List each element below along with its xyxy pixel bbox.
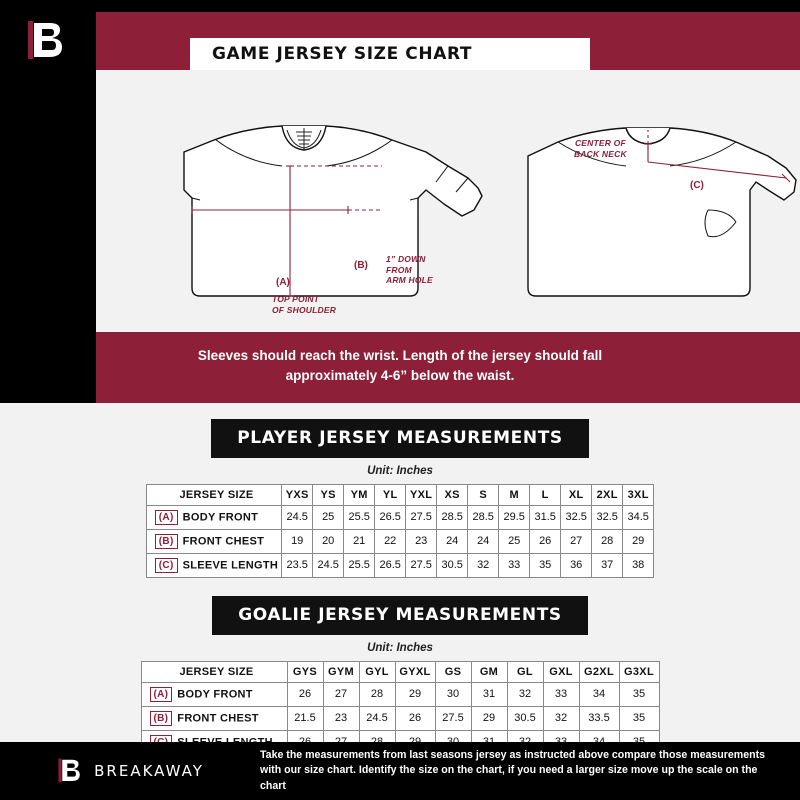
cell: 29.5 bbox=[499, 505, 530, 529]
player-table-wrap bbox=[0, 484, 800, 578]
player-size-col: S bbox=[468, 484, 499, 505]
cell: 30 bbox=[435, 682, 471, 706]
cell: 35 bbox=[530, 553, 561, 577]
cell: 26.5 bbox=[375, 553, 406, 577]
goalie-size-col: GM bbox=[471, 661, 507, 682]
player-unit-label: Unit: Inches bbox=[0, 458, 800, 484]
player-size-header: JERSEY SIZE bbox=[146, 484, 281, 505]
cell: 33 bbox=[543, 682, 579, 706]
jersey-diagram-svg bbox=[96, 70, 800, 332]
cell: 32.5 bbox=[592, 505, 623, 529]
goalie-section-header bbox=[0, 578, 800, 635]
cell: 28.5 bbox=[437, 505, 468, 529]
page-title-text: GAME JERSEY SIZE CHART bbox=[212, 44, 473, 64]
cell: 35 bbox=[619, 706, 659, 730]
cell: 25.5 bbox=[344, 553, 375, 577]
cell: 25 bbox=[313, 505, 344, 529]
cell: 31 bbox=[471, 682, 507, 706]
cell: 36 bbox=[561, 553, 592, 577]
footer-brand-name: BREAKAWAY bbox=[94, 762, 204, 780]
player-measurements-table bbox=[146, 484, 654, 578]
cell: 24 bbox=[468, 529, 499, 553]
table-row bbox=[141, 706, 659, 730]
goalie-size-col: GS bbox=[435, 661, 471, 682]
cell: 34 bbox=[579, 682, 619, 706]
player-size-col: M bbox=[499, 484, 530, 505]
annotation-top-point-shoulder-line2: OF SHOULDER bbox=[272, 304, 337, 315]
goalie-row-label bbox=[141, 682, 287, 706]
banner-line-1: Sleeves should reach the wrist. Length of the jersey should fall bbox=[197, 348, 603, 363]
breakaway-b-logo-icon bbox=[24, 19, 72, 63]
footer-brand bbox=[0, 742, 260, 800]
player-size-col: YL bbox=[375, 484, 406, 505]
row-tag-a: (A) bbox=[150, 687, 173, 702]
cell: 31.5 bbox=[530, 505, 561, 529]
cell: 22 bbox=[375, 529, 406, 553]
cell: 27 bbox=[561, 529, 592, 553]
goalie-size-col: GYM bbox=[323, 661, 359, 682]
cell: 28 bbox=[592, 529, 623, 553]
cell: 29 bbox=[623, 529, 654, 553]
cell: 24.5 bbox=[282, 505, 313, 529]
player-section-title: PLAYER JERSEY MEASUREMENTS bbox=[211, 419, 589, 458]
cell: 29 bbox=[471, 706, 507, 730]
cell: 32 bbox=[543, 706, 579, 730]
goalie-measurements-table bbox=[141, 661, 660, 755]
cell: 30.5 bbox=[507, 706, 543, 730]
annotation-center-back-neck bbox=[574, 138, 627, 159]
cell: 25.5 bbox=[344, 505, 375, 529]
row-tag-a: (A) bbox=[155, 510, 178, 525]
annotation-top-point-shoulder bbox=[272, 294, 336, 315]
goalie-section-title: GOALIE JERSEY MEASUREMENTS bbox=[212, 596, 588, 635]
player-size-col: YXS bbox=[282, 484, 313, 505]
goalie-row-label-text: FRONT CHEST bbox=[177, 711, 259, 724]
footer bbox=[0, 742, 800, 800]
goalie-size-col: G3XL bbox=[619, 661, 659, 682]
player-size-col: L bbox=[530, 484, 561, 505]
footer-instructions: Take the measurements from last seasons jersey as instructed above compare those measurements with our size chart. Identify the size on the chart, if you need a larger size move up the scale on the chart bbox=[260, 748, 765, 792]
banner-left-black-edge bbox=[0, 332, 96, 403]
player-row-label-text: SLEEVE LENGTH bbox=[182, 558, 279, 571]
header-logo bbox=[0, 12, 96, 70]
cell: 23 bbox=[406, 529, 437, 553]
cell: 26 bbox=[530, 529, 561, 553]
goalie-table-header-row bbox=[141, 661, 659, 682]
cell: 25 bbox=[499, 529, 530, 553]
cell: 19 bbox=[282, 529, 313, 553]
svg-text:(A): (A) bbox=[276, 277, 290, 288]
row-tag-c: (C) bbox=[155, 558, 178, 573]
annotation-arm-hole-line3: ARM HOLE bbox=[386, 275, 433, 286]
illustration-left-black-edge bbox=[0, 70, 96, 332]
cell: 24.5 bbox=[313, 553, 344, 577]
table-row bbox=[141, 682, 659, 706]
table-row bbox=[146, 529, 653, 553]
cell: 26 bbox=[395, 706, 435, 730]
cell: 23.5 bbox=[282, 553, 313, 577]
annotation-top-point-shoulder-line1: TOP POINT bbox=[272, 294, 320, 304]
row-tag-b: (B) bbox=[155, 534, 178, 549]
goalie-row-label-text: BODY FRONT bbox=[177, 687, 253, 700]
table-row bbox=[146, 505, 653, 529]
cell: 26.5 bbox=[375, 505, 406, 529]
cell: 24.5 bbox=[359, 706, 395, 730]
header bbox=[0, 12, 800, 70]
cell: 24 bbox=[437, 529, 468, 553]
cell: 33.5 bbox=[579, 706, 619, 730]
goalie-row-label bbox=[141, 706, 287, 730]
goalie-size-col: GYS bbox=[287, 661, 323, 682]
player-row-label-text: FRONT CHEST bbox=[182, 534, 265, 547]
cell: 27.5 bbox=[406, 553, 437, 577]
sheet bbox=[0, 12, 800, 788]
goalie-size-col: GYL bbox=[359, 661, 395, 682]
cell: 27 bbox=[323, 682, 359, 706]
player-row-label-text: BODY FRONT bbox=[182, 510, 259, 523]
instruction-banner bbox=[0, 332, 800, 403]
player-size-col: XL bbox=[561, 484, 592, 505]
player-size-col: YS bbox=[313, 484, 344, 505]
page-title bbox=[190, 38, 590, 70]
jersey-illustration bbox=[0, 70, 800, 332]
svg-text:(B): (B) bbox=[354, 260, 368, 271]
player-size-col: YM bbox=[344, 484, 375, 505]
player-size-col: 3XL bbox=[623, 484, 654, 505]
cell: 32 bbox=[468, 553, 499, 577]
annotation-arm-hole-line2: FROM bbox=[386, 264, 412, 275]
goalie-size-header: JERSEY SIZE bbox=[141, 661, 287, 682]
cell: 20 bbox=[313, 529, 344, 553]
goalie-table-wrap bbox=[0, 661, 800, 755]
cell: 35 bbox=[619, 682, 659, 706]
cell: 29 bbox=[395, 682, 435, 706]
cell: 21.5 bbox=[287, 706, 323, 730]
instruction-banner-wrap bbox=[0, 332, 800, 403]
top-black-band bbox=[0, 0, 800, 12]
cell: 38 bbox=[623, 553, 654, 577]
annotation-arm-hole bbox=[386, 254, 433, 286]
cell: 32.5 bbox=[561, 505, 592, 529]
cell: 28 bbox=[359, 682, 395, 706]
player-row-label bbox=[146, 505, 281, 529]
goalie-size-col: GXL bbox=[543, 661, 579, 682]
svg-text:(C): (C) bbox=[690, 180, 704, 191]
player-size-col: YXL bbox=[406, 484, 437, 505]
cell: 23 bbox=[323, 706, 359, 730]
cell: 26 bbox=[287, 682, 323, 706]
goalie-unit-label: Unit: Inches bbox=[0, 635, 800, 661]
player-size-col: 2XL bbox=[592, 484, 623, 505]
player-row-label bbox=[146, 553, 281, 577]
cell: 33 bbox=[499, 553, 530, 577]
row-tag-b: (B) bbox=[150, 711, 173, 726]
cell: 32 bbox=[507, 682, 543, 706]
annotation-center-back-neck-line2: BACK NECK bbox=[574, 148, 627, 159]
cell: 28.5 bbox=[468, 505, 499, 529]
annotation-center-back-neck-line1: CENTER OF bbox=[574, 138, 626, 148]
goalie-size-col: GL bbox=[507, 661, 543, 682]
breakaway-b-logo-icon bbox=[56, 756, 86, 786]
cell: 21 bbox=[344, 529, 375, 553]
cell: 37 bbox=[592, 553, 623, 577]
player-size-col: XS bbox=[437, 484, 468, 505]
player-row-label bbox=[146, 529, 281, 553]
table-row bbox=[146, 553, 653, 577]
goalie-size-col: G2XL bbox=[579, 661, 619, 682]
cell: 34.5 bbox=[623, 505, 654, 529]
cell: 27.5 bbox=[435, 706, 471, 730]
cell: 30.5 bbox=[437, 553, 468, 577]
cell: 27.5 bbox=[406, 505, 437, 529]
player-section-header bbox=[0, 403, 800, 458]
player-table-header-row bbox=[146, 484, 653, 505]
annotation-arm-hole-line1: 1” DOWN bbox=[386, 254, 426, 264]
goalie-size-col: GYXL bbox=[395, 661, 435, 682]
banner-line-2: approximately 4-6” below the waist. bbox=[285, 368, 515, 384]
